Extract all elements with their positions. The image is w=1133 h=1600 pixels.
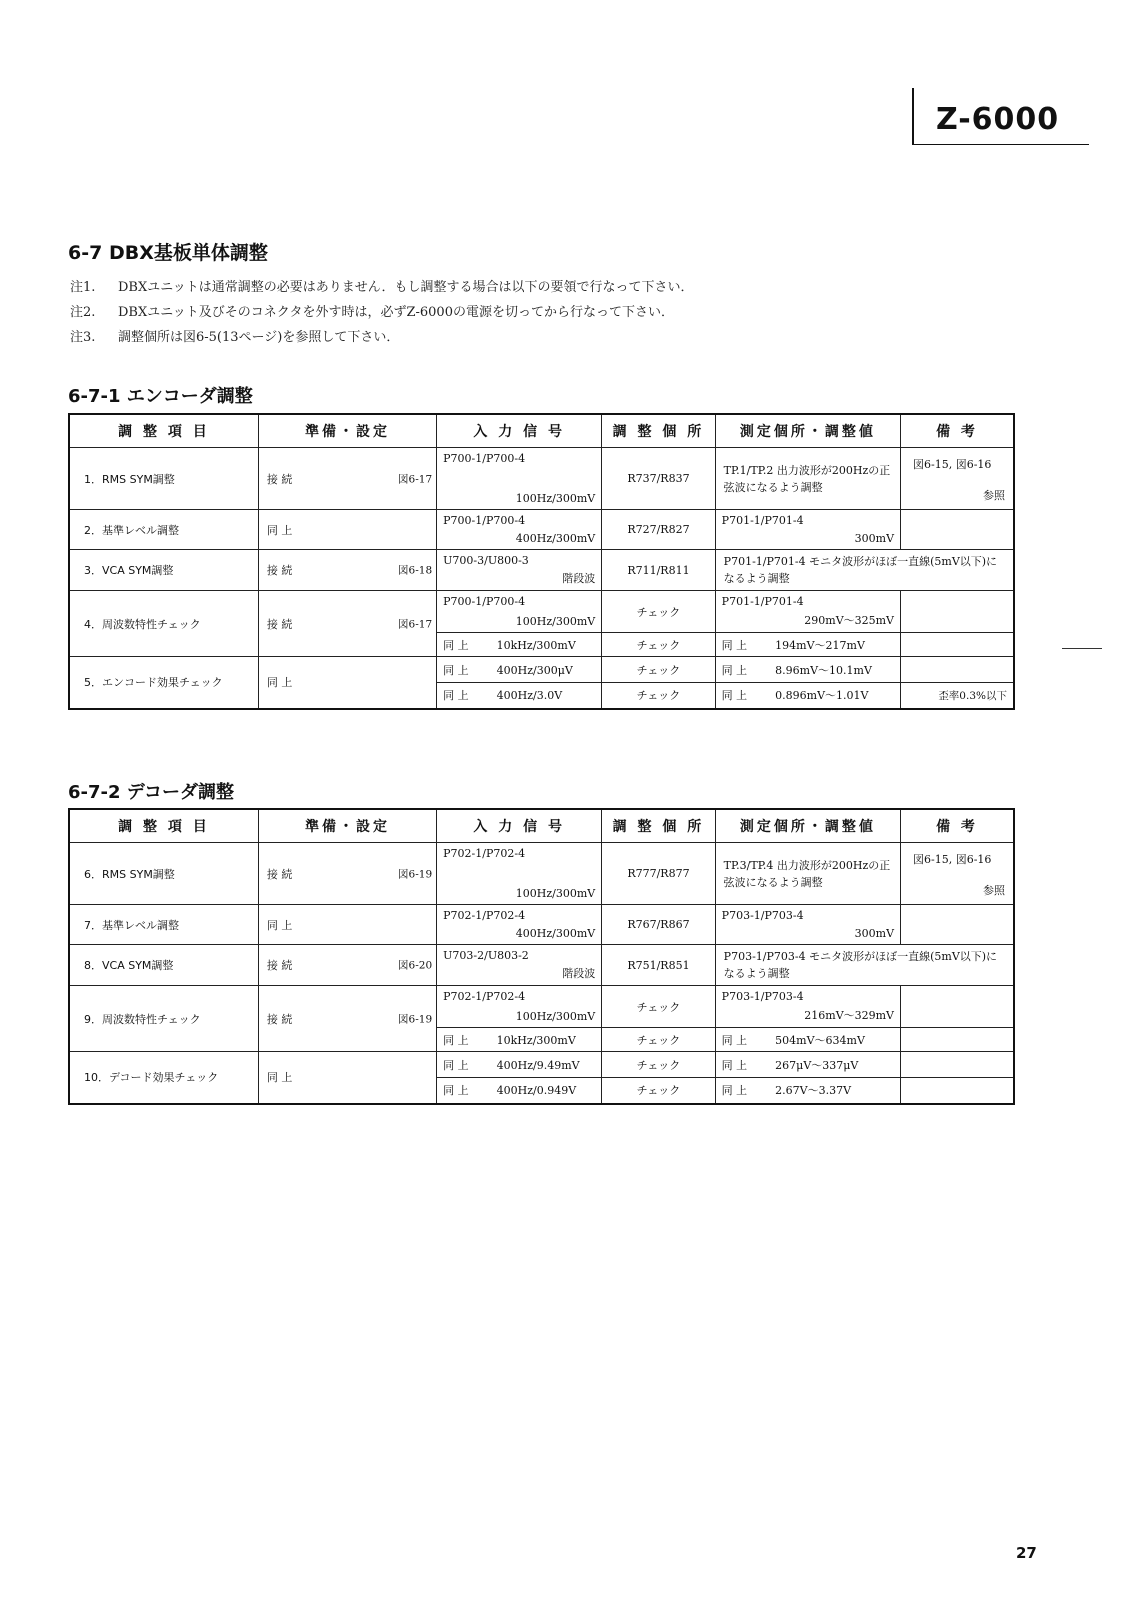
signal-point: 同 上 xyxy=(443,663,469,677)
signal-point: 同 上 xyxy=(443,1033,469,1047)
measure-value: 8.96mV～10.1mV xyxy=(775,663,872,677)
remark-cell xyxy=(901,986,1014,1028)
signal-value: 400Hz/300μV xyxy=(496,663,573,677)
adjust-point: R767/R867 xyxy=(602,905,715,945)
adjust-point: チェック xyxy=(602,1028,715,1052)
signal-cell xyxy=(437,945,602,986)
signal-value: 400Hz/0.949V xyxy=(496,1084,577,1098)
model-name: Z-6000 xyxy=(936,102,1060,137)
prep-figure: 図6-17 xyxy=(398,473,433,485)
remark-cell xyxy=(901,657,1014,683)
signal-value: 400Hz/300mV xyxy=(515,927,596,940)
signal-cell xyxy=(437,1028,602,1052)
measure-value: 267μV～337μV xyxy=(775,1058,859,1072)
measure-value: 194mV～217mV xyxy=(775,638,865,652)
table-row xyxy=(69,843,1014,905)
col-header: 調 整 項 目 xyxy=(69,809,258,843)
signal-point: P702-1/P702-4 xyxy=(443,847,526,860)
signal-point: 同 上 xyxy=(443,638,469,652)
adjust-item: 4．周波数特性チェック xyxy=(69,591,258,657)
prep-cell xyxy=(258,986,436,1052)
prep-text: 接 続 xyxy=(266,1012,293,1026)
measurement-cell xyxy=(715,683,900,709)
prep-cell xyxy=(258,945,436,986)
col-header: 調 整 個 所 xyxy=(602,414,715,448)
signal-value: 100Hz/300mV xyxy=(515,887,596,900)
remark-text: 歪率0.3%以下 xyxy=(901,683,1014,709)
decoder-title: 6-7-2 デコーダ調整 xyxy=(68,782,235,803)
prep-cell xyxy=(258,657,436,709)
prep-text: 接 続 xyxy=(266,472,293,486)
prep-figure: 図6-17 xyxy=(398,618,433,630)
measure-point: 同 上 xyxy=(721,1058,748,1072)
signal-value: 400Hz/3.0V xyxy=(496,689,563,703)
signal-cell xyxy=(437,657,602,683)
measure-value: 504mV～634mV xyxy=(775,1033,865,1047)
prep-cell xyxy=(258,448,436,510)
note-3 xyxy=(70,326,399,345)
measurement: P703-1/P703-4 モニタ波形がほぼ一直線(5mV以下)になるよう調整 xyxy=(715,945,1014,986)
adjust-point: チェック xyxy=(602,986,715,1028)
measurement-cell xyxy=(715,1028,900,1052)
adjust-point: R711/R811 xyxy=(602,550,715,591)
measurement: TP.3/TP.4 出力波形が200Hzの正弦波になるよう調整 xyxy=(715,843,900,905)
signal-value: 100Hz/300mV xyxy=(515,492,596,505)
prep-text: 接 続 xyxy=(266,564,293,577)
signal-point: P702-1/P702-4 xyxy=(443,990,526,1003)
measure-point: P701-1/P701-4 xyxy=(721,595,804,608)
col-header: 測定個所・調整値 xyxy=(715,809,900,843)
prep-text: 同 上 xyxy=(266,676,293,690)
measure-value: 216mV～329mV xyxy=(804,1009,895,1022)
measurement: TP.1/TP.2 出力波形が200Hzの正弦波になるよう調整 xyxy=(715,448,900,510)
adjust-item: 6．RMS SYM調整 xyxy=(69,843,258,905)
signal-cell xyxy=(437,550,602,591)
prep-figure: 図6-18 xyxy=(398,564,433,577)
measure-point: 同 上 xyxy=(721,638,748,652)
remark-cell xyxy=(901,591,1014,633)
measurement-cell xyxy=(715,1078,900,1104)
signal-point: P700-1/P700-4 xyxy=(443,452,526,465)
adjust-item: 5．エンコード効果チェック xyxy=(69,657,258,709)
signal-point: P702-1/P702-4 xyxy=(443,909,526,922)
adjust-point: R751/R851 xyxy=(602,945,715,986)
signal-value: 階段波 xyxy=(562,572,596,585)
section-title: 6-7 DBX基板単体調整 xyxy=(68,242,268,264)
col-header: 入 力 信 号 xyxy=(437,809,602,843)
remark-cell xyxy=(901,1052,1014,1078)
signal-cell xyxy=(437,1052,602,1078)
signal-point: P700-1/P700-4 xyxy=(443,595,526,608)
measure-point: 同 上 xyxy=(721,1033,748,1047)
adjust-item: 1．RMS SYM調整 xyxy=(69,448,258,510)
signal-value: 400Hz/300mV xyxy=(515,532,596,545)
note-text: DBXユニット及びそのコネクタを外す時は，必ずZ-6000の電源を切ってから行なって下さい． xyxy=(118,305,674,320)
col-header: 備 考 xyxy=(901,414,1014,448)
remark-text: 図6-15, 図6-16 xyxy=(913,853,992,866)
signal-point: 同 上 xyxy=(443,1084,469,1098)
measure-point: 同 上 xyxy=(721,663,748,677)
signal-value: 10kHz/300mV xyxy=(496,638,576,652)
prep-text: 接 続 xyxy=(266,867,293,881)
col-header: 入 力 信 号 xyxy=(437,414,602,448)
signal-value: 100Hz/300mV xyxy=(515,615,596,628)
table-row xyxy=(69,510,1014,550)
signal-point: 同 上 xyxy=(443,689,469,703)
measurement-cell xyxy=(715,1052,900,1078)
note-text: 調整個所は図6-5(13ページ)を参照して下さい． xyxy=(118,330,400,345)
margin-rule xyxy=(1062,648,1102,649)
adjust-point: R737/R837 xyxy=(602,448,715,510)
table-row xyxy=(69,550,1014,591)
prep-text: 同 上 xyxy=(266,523,293,537)
remark-cell xyxy=(901,633,1014,657)
adjust-item: 9．周波数特性チェック xyxy=(69,986,258,1052)
col-header: 準備・設定 xyxy=(258,809,436,843)
prep-cell xyxy=(258,591,436,657)
signal-value: 階段波 xyxy=(562,967,596,980)
table-header-row xyxy=(69,414,1014,448)
measurement-cell xyxy=(715,510,900,550)
table-header-row xyxy=(69,809,1014,843)
signal-cell xyxy=(437,448,602,510)
adjust-item: 2．基準レベル調整 xyxy=(69,510,258,550)
prep-figure: 図6-19 xyxy=(398,868,433,880)
encoder-table xyxy=(68,413,1015,710)
note-2 xyxy=(70,301,674,320)
signal-cell xyxy=(437,510,602,550)
measure-value: 300mV xyxy=(854,927,895,940)
table-row xyxy=(69,905,1014,945)
measure-point: 同 上 xyxy=(721,1084,748,1098)
table-row xyxy=(69,448,1014,510)
remark-cell xyxy=(901,448,1014,510)
signal-cell xyxy=(437,1078,602,1104)
remark-cell xyxy=(901,1028,1014,1052)
signal-cell xyxy=(437,591,602,633)
note-number: 注3. xyxy=(70,330,96,345)
measurement-cell xyxy=(715,591,900,633)
prep-cell xyxy=(258,905,436,945)
remark-cell xyxy=(901,843,1014,905)
table-row xyxy=(69,657,1014,683)
remark-text: 参照 xyxy=(983,489,1005,502)
measure-point: P703-1/P703-4 xyxy=(721,990,804,1003)
signal-cell xyxy=(437,843,602,905)
adjust-point: チェック xyxy=(602,657,715,683)
signal-cell xyxy=(437,986,602,1028)
adjust-item: 8．VCA SYM調整 xyxy=(69,945,258,986)
measurement-cell xyxy=(715,905,900,945)
measurement: P701-1/P701-4 モニタ波形がほぼ一直線(5mV以下)になるよう調整 xyxy=(715,550,1014,591)
remark-cell xyxy=(901,905,1014,945)
measure-value: 2.67V～3.37V xyxy=(775,1084,852,1098)
prep-cell xyxy=(258,1052,436,1104)
adjust-item: 3．VCA SYM調整 xyxy=(69,550,258,591)
note-number: 注2. xyxy=(70,305,96,320)
remark-cell xyxy=(901,510,1014,550)
prep-cell xyxy=(258,843,436,905)
adjust-item: 7．基準レベル調整 xyxy=(69,905,258,945)
signal-value: 100Hz/300mV xyxy=(515,1010,596,1023)
measure-point: 同 上 xyxy=(721,689,748,703)
decoder-table xyxy=(68,808,1015,1105)
table-row xyxy=(69,986,1014,1028)
adjust-point: チェック xyxy=(602,1052,715,1078)
remark-text: 図6-15, 図6-16 xyxy=(913,458,992,471)
measure-value: 290mV～325mV xyxy=(804,614,895,627)
col-header: 測定個所・調整値 xyxy=(715,414,900,448)
prep-figure: 図6-20 xyxy=(398,959,433,972)
table-row xyxy=(69,591,1014,633)
measure-point: P701-1/P701-4 xyxy=(721,514,804,527)
prep-cell xyxy=(258,550,436,591)
prep-cell xyxy=(258,510,436,550)
adjust-point: R727/R827 xyxy=(602,510,715,550)
signal-point: U703-2/U803-2 xyxy=(443,949,529,962)
prep-text: 同 上 xyxy=(266,1071,293,1085)
adjust-item: 10．デコード効果チェック xyxy=(69,1052,258,1104)
measure-value: 300mV xyxy=(854,532,895,545)
table-row xyxy=(69,945,1014,986)
signal-cell xyxy=(437,683,602,709)
signal-point: U700-3/U800-3 xyxy=(443,554,529,567)
prep-text: 同 上 xyxy=(266,918,293,932)
col-header: 準備・設定 xyxy=(258,414,436,448)
prep-figure: 図6-19 xyxy=(398,1013,433,1025)
adjust-point: チェック xyxy=(602,633,715,657)
signal-point: P700-1/P700-4 xyxy=(443,514,526,527)
adjust-point: R777/R877 xyxy=(602,843,715,905)
col-header: 調 整 個 所 xyxy=(602,809,715,843)
adjust-point: チェック xyxy=(602,591,715,633)
note-text: DBXユニットは通常調整の必要はありません．もし調整する場合は以下の要領で行なって下さい． xyxy=(118,280,694,295)
note-number: 注1. xyxy=(70,280,96,295)
note-1 xyxy=(70,276,694,295)
prep-text: 接 続 xyxy=(266,617,293,631)
measurement-cell xyxy=(715,986,900,1028)
encoder-title: 6-7-1 エンコーダ調整 xyxy=(68,386,253,407)
signal-value: 10kHz/300mV xyxy=(496,1033,576,1047)
measure-value: 0.896mV～1.01V xyxy=(775,689,869,703)
signal-point: 同 上 xyxy=(443,1058,469,1072)
measurement-cell xyxy=(715,633,900,657)
page-number: 27 xyxy=(1016,1544,1037,1562)
signal-cell xyxy=(437,905,602,945)
measurement-cell xyxy=(715,657,900,683)
measure-point: P703-1/P703-4 xyxy=(721,909,804,922)
table-row xyxy=(69,1052,1014,1078)
remark-cell xyxy=(901,1078,1014,1104)
prep-text: 接 続 xyxy=(266,959,293,972)
col-header: 備 考 xyxy=(901,809,1014,843)
col-header: 調 整 項 目 xyxy=(69,414,258,448)
adjust-point: チェック xyxy=(602,1078,715,1104)
signal-value: 400Hz/9.49mV xyxy=(496,1058,580,1072)
remark-text: 参照 xyxy=(983,884,1005,897)
signal-cell xyxy=(437,633,602,657)
adjust-point: チェック xyxy=(602,683,715,709)
